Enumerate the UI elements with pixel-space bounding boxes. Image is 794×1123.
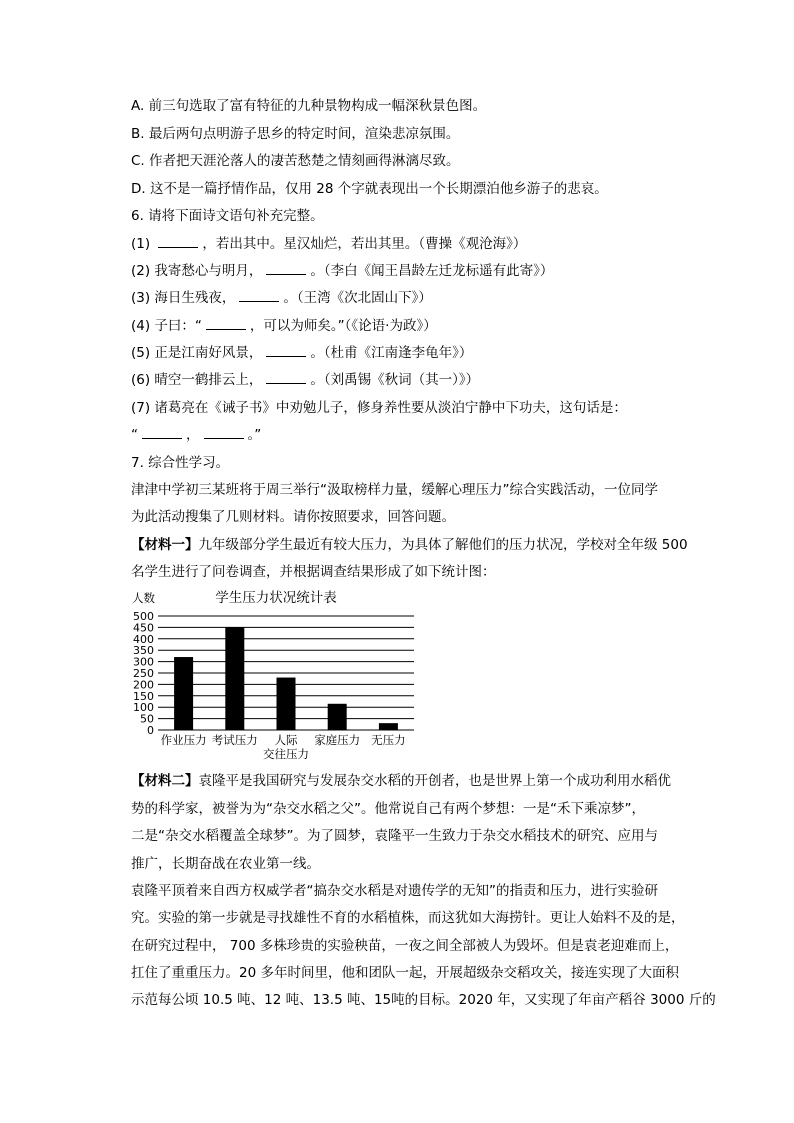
q6-item-5-pre: (5) 正是江南好风景， xyxy=(131,345,263,361)
q6-item-5-post: 。（杜甫《江南逢李龟年》） xyxy=(310,345,473,361)
chart-y-ticks xyxy=(133,610,154,737)
material-2-label: 【材料二】 xyxy=(131,773,199,789)
q7-intro-line-1: 津津中学初三某班将于周三举行“汲取榜样力量，缓解心理压力”综合实践活动，一位同学 xyxy=(131,482,658,498)
y-tick-label: 400 xyxy=(133,632,154,646)
answer-blank[interactable] xyxy=(206,317,246,330)
bar-2 xyxy=(225,627,244,730)
q6-item-7-answer xyxy=(131,425,261,445)
y-tick-label: 350 xyxy=(133,644,154,658)
material-1-label: 【材料一】 xyxy=(131,537,199,553)
x-tick-label: 无压力 xyxy=(371,733,406,747)
q6-item-6 xyxy=(131,370,479,390)
q6-item-6-post: 。（刘禹锡《秋词（其一）》） xyxy=(310,372,480,388)
paragraph-2-line-3: 在研究过程中， 700 多株珍贵的实验秧苗，一夜之间全部被人为毁坏。但是袁老迎难而上， xyxy=(131,938,679,954)
q6-item-1 xyxy=(131,234,526,254)
bar-1 xyxy=(174,657,193,730)
material-2-line-4: 推广，长期奋战在农业第一线。 xyxy=(131,856,320,872)
answer-blank[interactable] xyxy=(204,426,244,439)
chart-title: 学生压力状况统计表 xyxy=(215,590,337,606)
choice-b: B. 最后两句点明游子思乡的特定时间，渲染悲凉氛围。 xyxy=(131,126,460,142)
answer-blank[interactable] xyxy=(239,289,279,302)
choice-c: C. 作者把天涯沦落人的凄苦愁楚之情刻画得淋漓尽致。 xyxy=(131,153,460,169)
x-tick-label: 交往压力 xyxy=(263,747,309,761)
q6-item-5 xyxy=(131,343,472,363)
material-2-line-2: 势的科学家，被誉为为“杂交水稻之父”。他常说自己有两个梦想：一是“禾下乘凉梦”， xyxy=(131,801,645,817)
paragraph-2-line-1: 袁隆平顶着来自西方权威学者“搞杂交水稻是对遗传学的无知”的指责和压力，进行实验研 xyxy=(131,883,658,899)
paragraph-2-line-5: 示范每公顷 10.5 吨、12 吨、13.5 吨、15吨的目标。2020 年，又实现了年亩产稻谷 3000 斤的 xyxy=(131,992,716,1008)
bar-3 xyxy=(277,678,296,730)
question-6-title: 6. 请将下面诗文语句补充完整。 xyxy=(131,208,324,224)
paragraph-2-line-4: 扛住了重重压力。20 多年时间里，他和团队一起，开展超级杂交稻攻关，接连实现了大面积 xyxy=(131,965,679,981)
chart-y-axis-label: 人数 xyxy=(132,591,155,605)
y-tick-label: 100 xyxy=(133,701,154,715)
q7-intro-line-2: 为此活动搜集了几则材料。请你按照要求，回答问题。 xyxy=(131,509,455,525)
material-1-text: 九年级部分学生最近有较大压力，为具体了解他们的压力状况，学校对全年级 500 xyxy=(198,537,688,553)
q6-item-3 xyxy=(131,288,432,308)
q6-item-4-pre: (4) 子曰：“ xyxy=(131,318,202,334)
material-2-line-1 xyxy=(131,771,671,791)
answer-blank[interactable] xyxy=(266,262,306,275)
question-7-title: 7. 综合性学习。 xyxy=(131,455,230,471)
x-tick-label: 作业压力 xyxy=(160,733,207,747)
y-tick-label: 300 xyxy=(133,655,154,669)
bar-4 xyxy=(328,704,347,730)
chart-bars xyxy=(174,627,398,730)
q6-item-2-post: 。（李白《闻王昌龄左迁龙标遥有此寄》） xyxy=(310,263,554,279)
quote-close: 。” xyxy=(247,427,262,443)
answer-blank[interactable] xyxy=(266,371,306,384)
y-tick-label: 150 xyxy=(133,689,154,703)
answer-blank[interactable] xyxy=(158,235,198,248)
y-tick-label: 500 xyxy=(133,610,154,623)
x-tick-label: 家庭压力 xyxy=(314,733,361,747)
q6-item-3-post: 。（王湾《次北固山下》） xyxy=(283,290,432,306)
q6-item-1-post: ，若出其中。星汉灿烂，若出其里。（曹操《观沧海》） xyxy=(202,236,527,252)
chart-x-labels xyxy=(161,733,406,761)
q6-item-4 xyxy=(131,316,437,336)
q6-item-4-post: ，可以为师矣。”（《论语·为政》） xyxy=(249,318,437,334)
y-tick-label: 450 xyxy=(133,621,154,635)
stress-bar-chart xyxy=(128,586,428,766)
x-tick-label: 考试压力 xyxy=(211,733,258,747)
x-tick-label: 人际 xyxy=(274,733,298,747)
q6-item-2-pre: (2) 我寄愁心与明月， xyxy=(131,263,263,279)
answer-blank[interactable] xyxy=(142,426,182,439)
q6-item-6-pre: (6) 晴空一鹤排云上， xyxy=(131,372,263,388)
material-2-line-3: 二是“杂交水稻覆盖全球梦”。为了圆梦，袁隆平一生致力于杂交水稻技术的研究、应用与 xyxy=(131,828,658,844)
material-1-line-1 xyxy=(131,535,688,555)
q6-item-1-pre: (1) xyxy=(131,236,155,252)
y-tick-label: 200 xyxy=(133,678,154,692)
y-tick-label: 50 xyxy=(140,712,154,726)
q6-item-2 xyxy=(131,261,553,281)
bar-5 xyxy=(379,723,398,730)
answer-blank[interactable] xyxy=(266,344,306,357)
quote-open: “ xyxy=(131,427,138,443)
material-2-text: 袁隆平是我国研究与发展杂交水稻的开创者，也是世界上第一个成功利用水稻优 xyxy=(198,773,671,789)
choice-d: D. 这不是一篇抒情作品，仅用 28 个字就表现出一个长期漂泊他乡游子的悲哀。 xyxy=(131,181,608,197)
paragraph-2-line-2: 究。实验的第一步就是寻找雄性不育的水稻植株，而这犹如大海捞针。更让人始料不及的是， xyxy=(131,910,685,926)
material-1-line-2: 名学生进行了问卷调查，并根据调查结果形成了如下统计图： xyxy=(131,564,496,580)
choice-a: A. 前三句选取了富有特征的九种景物构成一幅深秋景色图。 xyxy=(131,98,487,114)
q6-item-3-pre: (3) 海日生残夜， xyxy=(131,290,236,306)
y-tick-label: 250 xyxy=(133,667,154,680)
y-tick-label: 0 xyxy=(147,724,154,737)
q6-item-7: (7) 诸葛亮在《诫子书》中劝勉儿子，修身养性要从淡泊宁静中下功夫，这句话是： xyxy=(131,400,627,416)
comma: ， xyxy=(186,427,200,443)
